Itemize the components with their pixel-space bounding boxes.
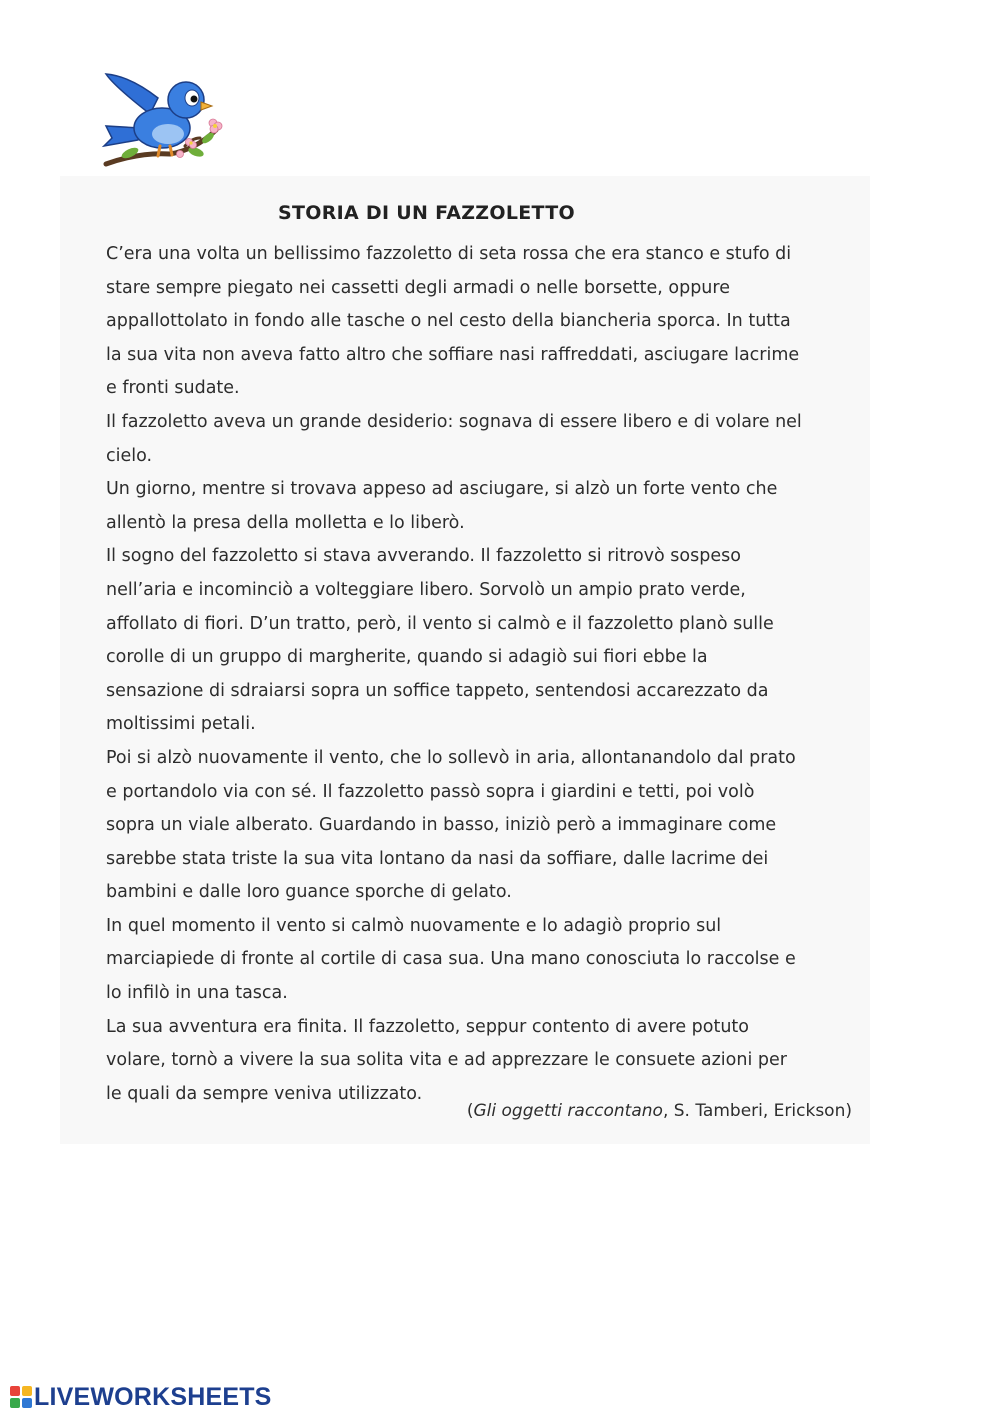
- source-credit: [467, 1101, 852, 1121]
- liveworksheets-logo[interactable]: [10, 1381, 272, 1413]
- text-line: bambini e dalle loro guance sporche di gelato.: [106, 882, 512, 903]
- credit-book-title: Gli oggetti raccontano: [473, 1101, 663, 1121]
- text-line: C’era una volta un bellissimo fazzoletto di seta rossa che era stanco e stufo di: [106, 244, 792, 264]
- liveworksheets-logo-icon: [10, 1386, 32, 1408]
- text-line: allentò la presa della molletta e lo liberò.: [106, 512, 465, 533]
- text-line: moltissimi petali.: [106, 714, 256, 735]
- text-line: sopra un viale alberato. Guardando in basso, iniziò però a immaginare come: [106, 815, 777, 836]
- text-line: Un giorno, mentre si trovava appeso ad asciugare, si alzò un forte vento che: [106, 479, 778, 500]
- text-line: Poi si alzò nuovamente il vento, che lo sollevò in aria, allontanandolo dal prato: [106, 747, 796, 768]
- text-line: nell’aria e incominciò a volteggiare libero. Sorvolò un ampio prato verde,: [106, 579, 746, 600]
- text-line: sarebbe stata triste la sua vita lontano da nasi da soffiare, dalle lacrime dei: [106, 848, 769, 869]
- text-line: e portandolo via con sé. Il fazzoletto passò sopra i giardini e tetti, poi volò: [106, 781, 755, 802]
- text-line: la sua vita non aveva fatto altro che soffiare nasi raffreddati, asciugare lacrime: [106, 344, 800, 365]
- text-line: corolle di un gruppo di margherite, quando si adagiò sui fiori ebbe la: [106, 647, 708, 668]
- text-line: cielo.: [106, 445, 153, 466]
- text-line: In quel momento il vento si calmò nuovamente e lo adagiò proprio sul: [106, 915, 722, 936]
- text-line: Il fazzoletto aveva un grande desiderio: sognava di essere libero e di volare nel: [106, 411, 802, 432]
- bluebird-on-branch-icon: [100, 68, 225, 172]
- text-line: affollato di fiori. D’un tratto, però, il vento si calmò e il fazzoletto planò sulle: [106, 613, 774, 634]
- text-line: volare, tornò a vivere la sua solita vita e ad apprezzare le consuete azioni per: [106, 1050, 787, 1071]
- text-line: le quali da sempre veniva utilizzato.: [106, 1083, 423, 1104]
- credit-author-publisher: , S. Tamberi, Erickson): [662, 1101, 852, 1121]
- text-line: appallottolato in fondo alle tasche o nel cesto della biancheria sporca. In tutta: [106, 311, 791, 332]
- text-line: stare sempre piegato nei cassetti degli armadi o nelle borsette, oppure: [106, 277, 730, 298]
- text-line: sensazione di sdraiarsi sopra un soffice tappeto, sentendosi accarezzato da: [106, 680, 769, 701]
- logo-text: LIVEWORKSHEETS: [34, 1382, 272, 1411]
- credit-open: (: [466, 1101, 474, 1121]
- text-line: lo infilò in una tasca.: [106, 983, 288, 1004]
- text-line: marciapiede di fronte al cortile di casa sua. Una mano conosciuta lo raccolse e: [106, 949, 796, 970]
- story-text: [106, 238, 866, 1111]
- text-line: e fronti sudate.: [106, 378, 240, 399]
- text-line: La sua avventura era finita. Il fazzoletto, seppur contento di avere potuto: [106, 1016, 750, 1037]
- text-line: Il sogno del fazzoletto si stava avverando. Il fazzoletto si ritrovò sospeso: [106, 546, 741, 567]
- page-title: STORIA DI UN FAZZOLETTO: [278, 202, 575, 224]
